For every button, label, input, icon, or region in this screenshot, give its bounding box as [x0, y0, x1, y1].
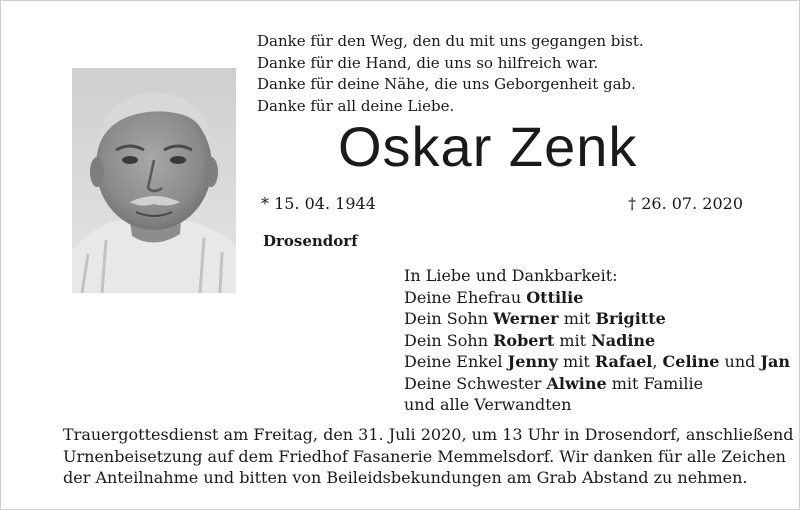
mourner-name: Alwine: [546, 373, 607, 393]
mourner-relation: Deine Enkel: [404, 352, 508, 371]
mourner-name: Robert: [493, 330, 555, 350]
deceased-name: Oskar Zenk: [338, 115, 638, 178]
service-line: Trauergottesdienst am Freitag, den 31. Juli 2020, um 13 Uhr in Drosendorf, anschließend: [63, 425, 794, 444]
mourner-relation: Deine Schwester: [404, 373, 547, 393]
mourner-connector: mit: [554, 330, 592, 350]
mourner-relation: Deine Ehefrau: [404, 287, 527, 307]
mourner-line: [404, 373, 790, 395]
mourner-relation: Dein Sohn: [404, 330, 494, 350]
mourner-name: Rafael: [594, 352, 653, 371]
mourner-connector: ,: [652, 352, 663, 371]
mourner-name: Jan: [760, 352, 791, 371]
funeral-service-text: [63, 424, 794, 489]
mourner-line: [404, 351, 790, 373]
mourner-line: [404, 287, 790, 309]
mourner-name: Ottilie: [526, 287, 584, 307]
mourner-name: Celine: [662, 352, 720, 371]
mourner-suffix: mit Familie: [606, 373, 704, 393]
mourners-intro: In Liebe und Dankbarkeit:: [404, 266, 618, 285]
mourner-line: [404, 308, 790, 330]
service-line: Urnenbeisetzung auf dem Friedhof Fasanerie Memmelsdorf. Wir danken für alle Zeichen: [63, 446, 786, 466]
mourner-name: Nadine: [591, 330, 656, 350]
memorial-poem: [257, 31, 644, 117]
mourner-connector: mit: [557, 352, 595, 371]
mourner-connector: mit: [558, 309, 596, 328]
mourner-name: Jenny: [507, 352, 558, 371]
mourner-name: Werner: [493, 309, 559, 328]
mourner-line: und alle Verwandten: [404, 395, 572, 414]
mourner-line: [404, 330, 790, 352]
mourner-relation: Dein Sohn: [404, 309, 494, 328]
birth-date: * 15. 04. 1944: [261, 194, 376, 213]
poem-line: Danke für den Weg, den du mit uns gegangen bist.: [257, 32, 644, 50]
mourners-list: [404, 265, 790, 416]
poem-line: Danke für die Hand, die uns so hilfreich war.: [257, 53, 599, 72]
death-date: † 26. 07. 2020: [628, 194, 743, 213]
mourner-connector: und: [719, 352, 761, 371]
poem-line: Danke für deine Nähe, die uns Geborgenheit gab.: [257, 75, 636, 93]
portrait-photo: [72, 68, 236, 293]
mourner-name: Brigitte: [595, 309, 666, 328]
poem-line: Danke für all deine Liebe.: [257, 96, 455, 115]
service-line: der Anteilnahme und bitten von Beileidsbekundungen am Grab Abstand zu nehmen.: [63, 468, 748, 487]
residence-place: Drosendorf: [263, 232, 358, 250]
